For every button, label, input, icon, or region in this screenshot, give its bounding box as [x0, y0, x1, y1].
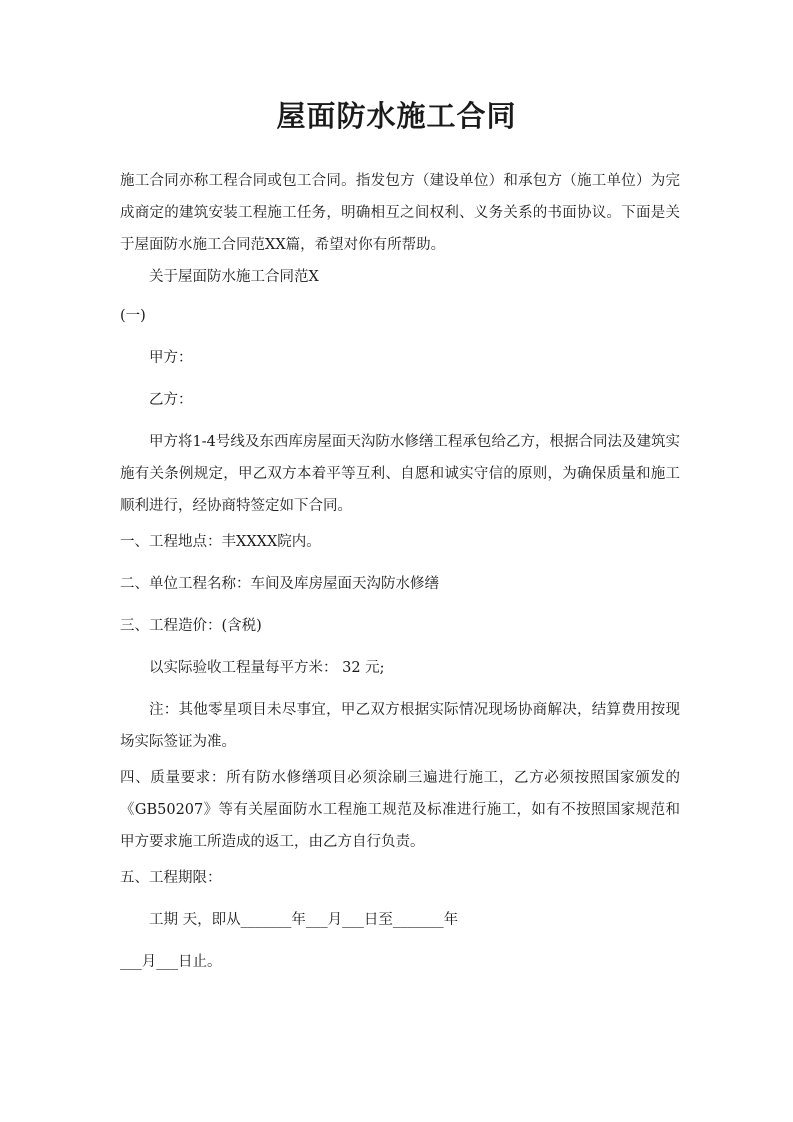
period-line-2: ___月___日止。 [120, 954, 222, 970]
clause-project-name: 二、单位工程名称：车间及库房屋面天沟防水修缮 [120, 576, 439, 592]
period-line-1: 工期 天，即从_______年___月___日至_______年 [149, 912, 459, 928]
intro-paragraph: 施工合同亦称工程合同或包工合同。指发包方（建设单位）和承包方（施工单位）为完成商定的建筑安装工程施工任务，明确相互之间权利、义务关系的书面协议。下面是关于屋面防水施工合同范XX篇，希望对你有所帮助。 [120, 173, 680, 253]
party-b-line: 乙方： [149, 392, 193, 408]
document-title: 屋面防水施工合同 [276, 99, 517, 133]
section-one-heading: (一) [120, 308, 146, 324]
agreement-paragraph: 甲方将1-4号线及东西库房屋面天沟防水修缮工程承包给乙方，根据合同法及建筑实施有关条例规定，甲乙双方本着平等互利、自愿和诚实守信的原则，为确保质量和施工顺利进行，经协商特签定如下合同。 [120, 434, 680, 514]
subtitle-line: 关于屋面防水施工合同范X [149, 269, 319, 285]
note-paragraph: 注：其他零星项目未尽事宜，甲乙双方根据实际情况现场协商解决，结算费用按现场实际签证为准。 [120, 702, 680, 750]
clause-cost: 三、工程造价：(含税) [120, 618, 262, 634]
clause-location: 一、工程地点：丰XXXX院内。 [120, 534, 321, 550]
clause-quality: 四、质量要求：所有防水修缮项目必须涂刷三遍进行施工，乙方必须按照国家颁发的《GB50207》等有关屋面防水工程施工规范及标准进行施工，如有不按照国家规范和甲方要求施工所造成的返工，由乙方自行负责。 [120, 770, 680, 850]
party-a-line: 甲方： [149, 350, 193, 366]
clause-period: 五、工程期限： [120, 870, 222, 886]
unit-price-line: 以实际验收工程量每平方米： 32 元; [149, 660, 385, 676]
